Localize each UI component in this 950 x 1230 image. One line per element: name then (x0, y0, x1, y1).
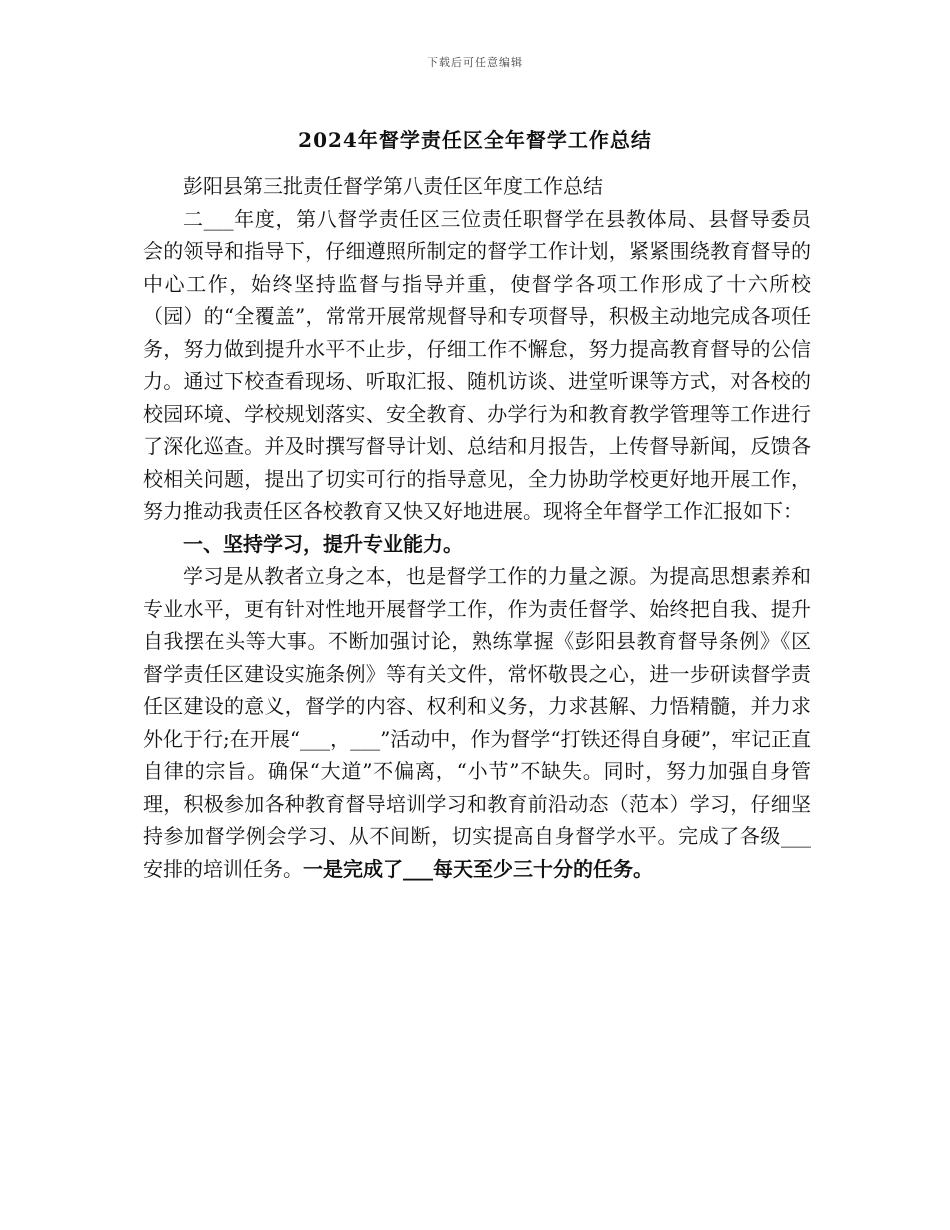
page-header-note: 下载后可任意编辑 (427, 56, 523, 69)
study-paragraph-text: 学习是从教者立身之本，也是督学工作的力量之源。为提高思想素养和专业水平，更有针对性地开展督学工作，作为责任督学、始终把自我、提升自我摆在头等大事。不断加强讨论，熟练掌握《彭阳县教育督导条例》《区督学责任区建设实施条例》等有关文件，常怀敬畏之心，进一步研读督学责任区建设的意义，督学的内容、权利和义务，力求甚解、力悟精髓，并力求外化于行;在开展“___，___”活动中，作为督学“打铁还得自身硬”，牢记正直自律的宗旨。确保“大道”不偏离，“小节”不缺失。同时，努力加强自身管理，积极参加各种教育督导培训学习和教育前沿动态（范本）学习，仔细坚持参加督学例会学习、从不间断，切实提高自身督学水平。完成了各级___安排的培训任务。 (143, 564, 811, 881)
section-heading-1: 一、坚持学习，提升专业能力。 (183, 531, 463, 556)
intro-paragraph: 二___年度，第八督学责任区三位责任职督学在县教体局、县督导委员会的领导和指导下，仔细遵照所制定的督学工作计划，紧紧围绕教育督导的中心工作，始终坚持监督与指导并重，使督学各项工作形成了十六所校（园）的“全覆盖”，常常开展常规督导和专项督导，积极主动地完成各项任务，努力做到提升水平不止步，仔细工作不懈怠，努力提高教育督导的公信力。通过下校查看现场、听取汇报、随机访谈、进堂听课等方式，对各校的校园环境、学校规划落实、安全教育、办学行为和教育教学管理等工作进行了深化巡查。并及时撰写督导计划、总结和月报告，上传督导新闻，反馈各校相关问题，提出了切实可行的指导意见，全力协助学校更好地开展工作，努力推动我责任区各校教育又快又好地进展。现将全年督学工作汇报如下： (143, 206, 811, 523)
study-paragraph-bold-text: 一是完成了___每天至少三十分的任务。 (303, 856, 653, 881)
document-body (143, 170, 811, 885)
study-paragraph (143, 560, 811, 885)
subtitle-paragraph: 彭阳县第三批责任督学第八责任区年度工作总结 (183, 174, 603, 198)
document-title: 2024年督学责任区全年督学工作总结 (298, 128, 652, 152)
